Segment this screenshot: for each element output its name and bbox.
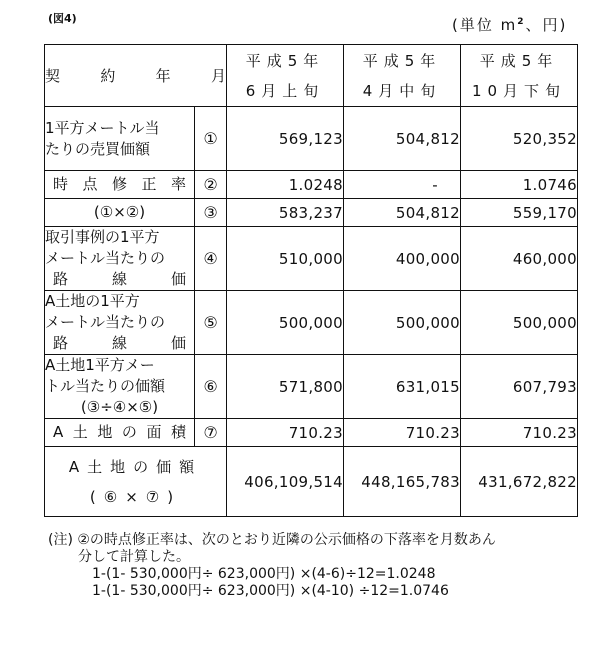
- row-label-line: 路 線 価: [53, 334, 186, 352]
- row-label-line: 路 線 価: [53, 270, 186, 288]
- row-number: ①: [195, 107, 227, 171]
- unit-prefix: (単位: [452, 16, 494, 34]
- row-value-2: 710.23: [344, 419, 461, 447]
- row-value-1: 571,800: [227, 355, 344, 419]
- row-label: [45, 171, 195, 199]
- total-value-3: 431,672,822: [461, 447, 578, 517]
- row-label: [45, 227, 195, 291]
- row-value-1: 569,123: [227, 107, 344, 171]
- row-value-3: 607,793: [461, 355, 578, 419]
- row-value-2: 400,000: [344, 227, 461, 291]
- table-row: [45, 355, 578, 419]
- header-label: 契 約 年 月: [45, 67, 226, 85]
- note-line-4: 1-(1- 530,000円÷ 623,000円) ×(4-10) ÷12=1.0746: [92, 583, 449, 599]
- row-value-2: -: [344, 171, 461, 199]
- row-value-3: 500,000: [461, 291, 578, 355]
- table-row: [45, 419, 578, 447]
- row-value-3: 710.23: [461, 419, 578, 447]
- table-row: [45, 227, 578, 291]
- row-label-line: トル当たりの価額: [45, 377, 166, 395]
- total-label: A土地の価額 (⑥×⑦): [45, 447, 227, 517]
- row-value-1: 710.23: [227, 419, 344, 447]
- price-table: [44, 44, 578, 517]
- row-label: [45, 419, 195, 447]
- row-value-2: 504,812: [344, 199, 461, 227]
- table-row: [45, 171, 578, 199]
- row-number: ④: [195, 227, 227, 291]
- table-row: [45, 291, 578, 355]
- total-value-2: 448,165,783: [344, 447, 461, 517]
- total-row: [45, 447, 578, 517]
- row-number: ⑥: [195, 355, 227, 419]
- row-value-1: 510,000: [227, 227, 344, 291]
- unit-m: m: [500, 16, 518, 34]
- table-row: [45, 107, 578, 171]
- total-value-1: 406,109,514: [227, 447, 344, 517]
- header-row: [45, 45, 578, 107]
- header-col-2: 平成5年 4月中旬: [344, 45, 461, 107]
- header-label-cell: [45, 45, 227, 107]
- row-number: ⑤: [195, 291, 227, 355]
- row-value-3: 559,170: [461, 199, 578, 227]
- row-label: [45, 199, 195, 227]
- row-label-line: (③÷④×⑤): [80, 398, 159, 416]
- row-value-2: 504,812: [344, 107, 461, 171]
- note-line-1: (注) ②の時点修正率は、次のとおり近隣の公示価格の下落率を月数あん: [48, 532, 496, 548]
- row-value-2: 500,000: [344, 291, 461, 355]
- row-label-line: メートル当たりの: [45, 249, 166, 267]
- table-row: [45, 199, 578, 227]
- row-number: ③: [195, 199, 227, 227]
- row-value-1: 1.0248: [227, 171, 344, 199]
- row-number: ②: [195, 171, 227, 199]
- unit-suffix: 、円): [525, 16, 568, 34]
- row-label-line: たりの売買価額: [45, 139, 151, 158]
- row-label-line: A土地1平方メー: [45, 356, 155, 374]
- unit-label: [452, 14, 567, 35]
- row-label-line: 取引事例の1平方: [45, 228, 160, 246]
- row-value-2: 631,015: [344, 355, 461, 419]
- figure-label: (図4): [48, 12, 77, 25]
- row-label-line: A 土 地 の 面 積: [53, 423, 186, 441]
- row-label: [45, 291, 195, 355]
- header-col-1: 平成5年 6月上旬: [227, 45, 344, 107]
- unit-sup: 2: [517, 17, 526, 27]
- header-col-3: 平成5年 10月下旬: [461, 45, 578, 107]
- row-label-line: (①×②): [93, 203, 146, 221]
- row-label: [45, 355, 195, 419]
- row-label-line: 時 点 修 正 率: [53, 175, 186, 193]
- row-number: ⑦: [195, 419, 227, 447]
- row-value-1: 583,237: [227, 199, 344, 227]
- footnote: [48, 532, 496, 600]
- row-value-3: 460,000: [461, 227, 578, 291]
- row-value-3: 520,352: [461, 107, 578, 171]
- row-value-3: 1.0746: [461, 171, 578, 199]
- note-line-2: 分して計算した。: [78, 549, 190, 565]
- row-value-1: 500,000: [227, 291, 344, 355]
- note-line-3: 1-(1- 530,000円÷ 623,000円) ×(4-6)÷12=1.0248: [92, 566, 436, 582]
- row-label-line: メートル当たりの: [45, 313, 166, 331]
- row-label-line: 1平方メートル当: [45, 118, 160, 137]
- row-label-line: A土地の1平方: [45, 292, 140, 310]
- row-label: [45, 107, 195, 171]
